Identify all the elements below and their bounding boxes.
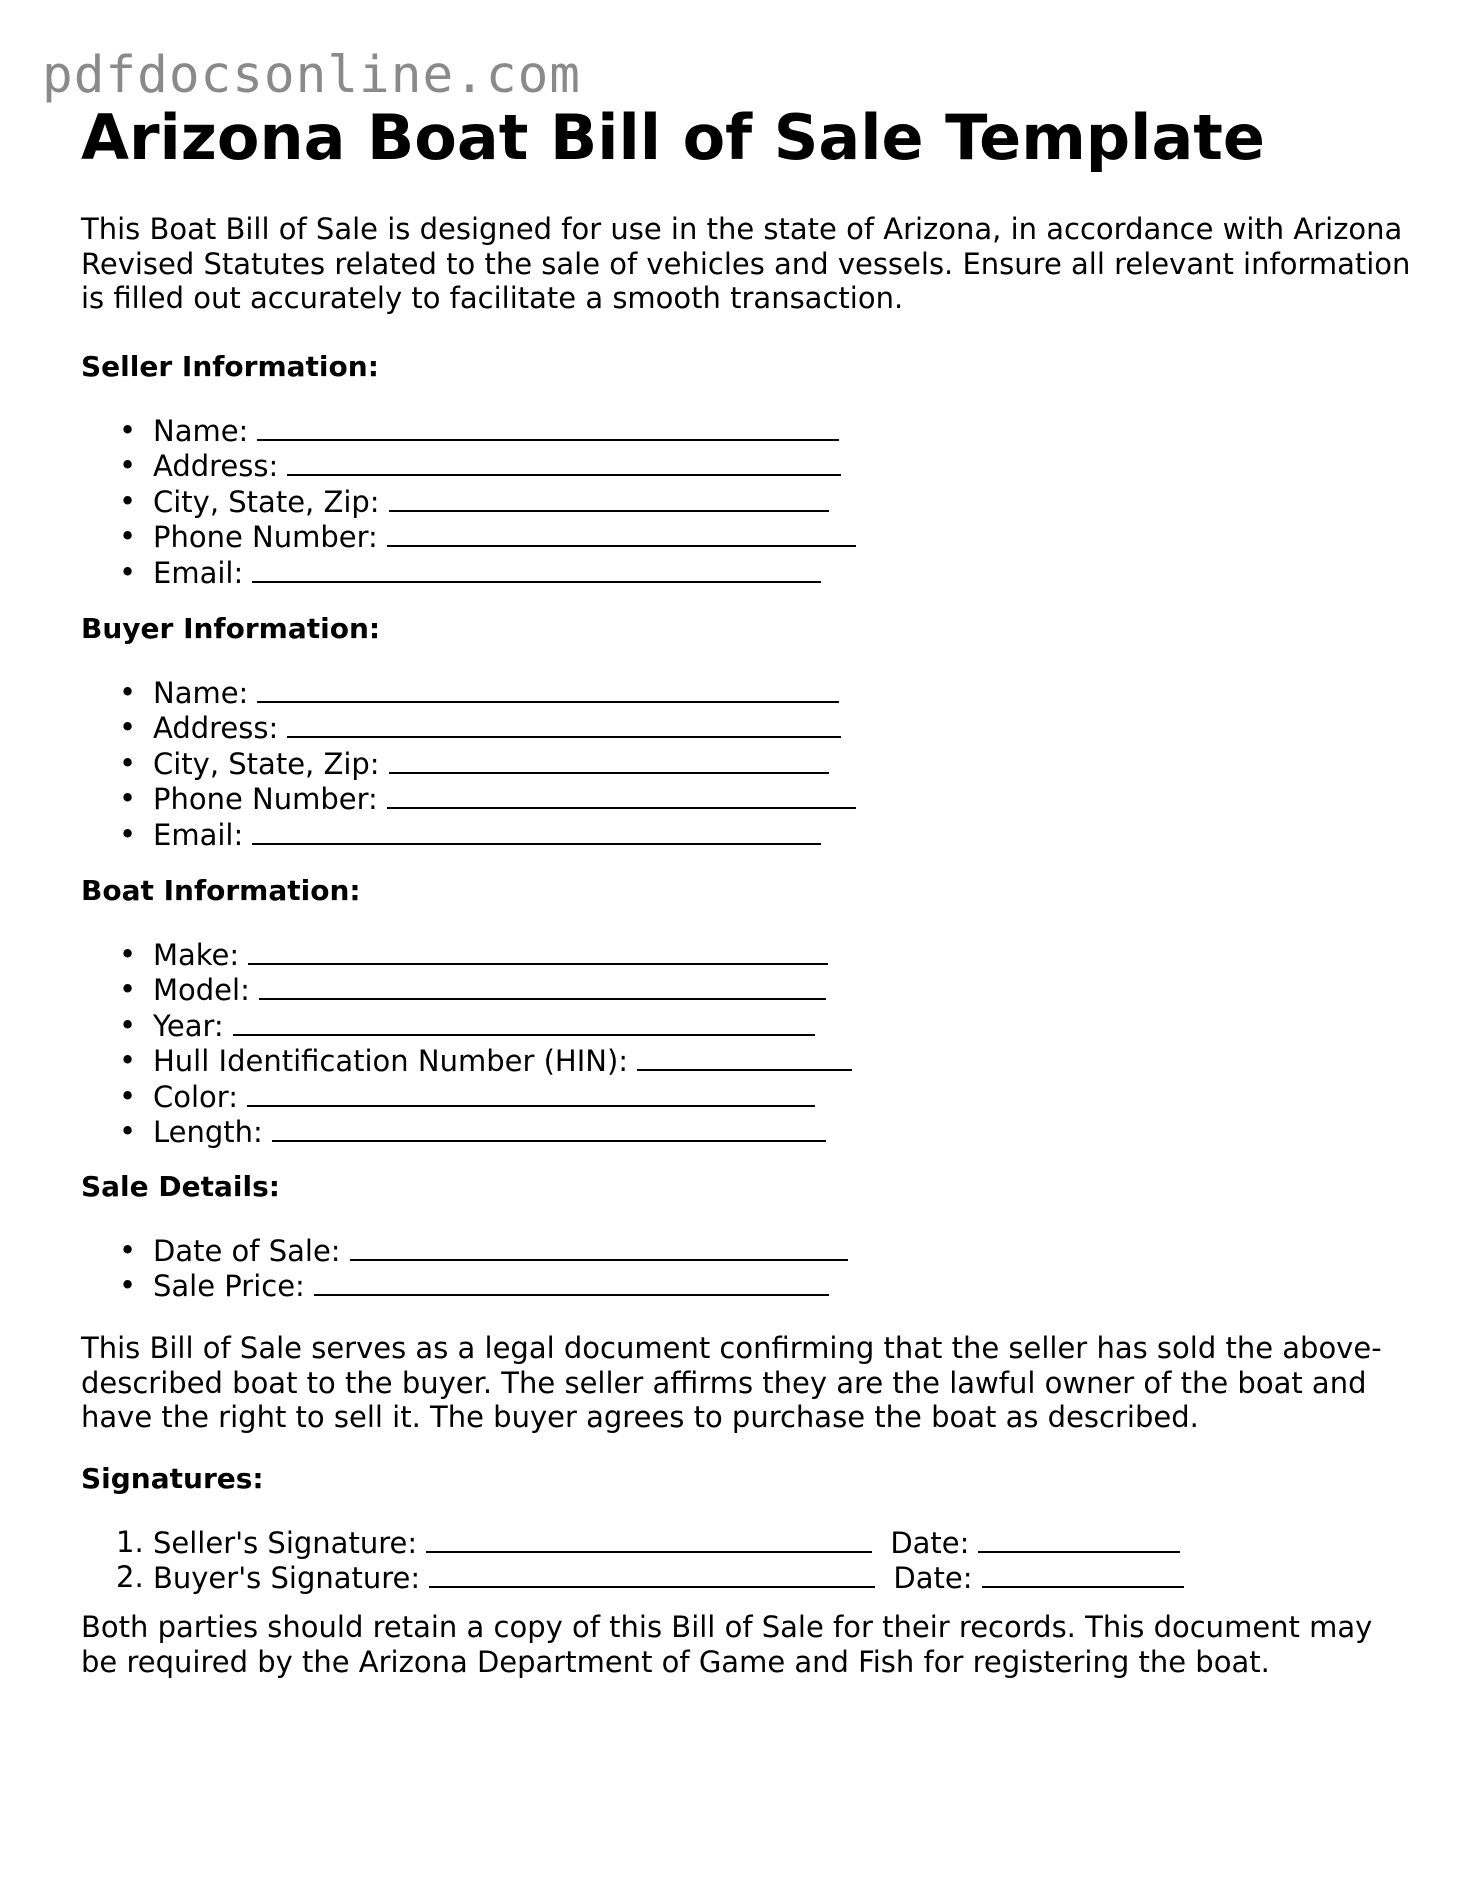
blank-line[interactable] [257, 413, 839, 441]
field-label: Email: [153, 555, 244, 590]
boat-hin-field[interactable] [81, 1043, 852, 1078]
boat-color-field[interactable] [81, 1079, 852, 1114]
signature-label: Buyer's Signature: [153, 1561, 421, 1596]
blank-line[interactable] [314, 1268, 829, 1296]
sale-fields [81, 1233, 848, 1304]
date-line[interactable] [978, 1525, 1180, 1553]
boat-heading: Boat Information: [81, 874, 361, 907]
document-title: Arizona Boat Bill of Sale Template [81, 101, 1265, 174]
buyer-city-state-zip-field[interactable] [81, 746, 856, 781]
field-label: Model: [153, 973, 250, 1008]
field-label: Phone Number: [153, 520, 378, 555]
field-label: Address: [153, 711, 279, 746]
field-label: Date of Sale: [153, 1234, 341, 1268]
blank-line[interactable] [247, 1079, 815, 1107]
intro-paragraph: This Boat Bill of Sale is designed for use in the state of Arizona, in accordance with Arizona Revised Statutes related to the sale of vehicles and vessels. Ensure all relevant information is filled out accurately to facilitate a smooth transaction. [81, 212, 1411, 315]
date-label: Date: [890, 1526, 970, 1560]
buyer-heading: Buyer Information: [81, 612, 381, 645]
blank-line[interactable] [259, 972, 826, 1000]
seller-address-field[interactable] [81, 448, 856, 483]
list-number: 1. [116, 1525, 144, 1559]
signatures-heading: Signatures: [81, 1462, 264, 1495]
blank-line[interactable] [387, 781, 856, 809]
seller-city-state-zip-field[interactable] [81, 484, 856, 519]
buyer-fields [81, 675, 856, 852]
statement-paragraph: This Bill of Sale serves as a legal document confirming that the seller has sold the above-described boat to the buyer. The seller affirms they are the lawful owner of the boat and have the right to sell it. The buyer agrees to purchase the boat as described. [81, 1331, 1382, 1434]
blank-line[interactable] [637, 1043, 852, 1071]
blank-line[interactable] [350, 1233, 848, 1261]
field-label: Length: [153, 1115, 263, 1150]
buyer-phone-field[interactable] [81, 781, 856, 816]
blank-line[interactable] [272, 1114, 826, 1142]
field-label: City, State, Zip: [153, 484, 380, 519]
field-label: Year: [153, 1008, 224, 1043]
seller-phone-field[interactable] [81, 519, 856, 554]
blank-line[interactable] [248, 937, 828, 965]
blank-line[interactable] [233, 1008, 815, 1036]
signature-label: Seller's Signature: [153, 1526, 418, 1560]
field-label: Phone Number: [153, 782, 378, 817]
signature-line[interactable] [429, 1560, 875, 1588]
field-label: Make: [153, 938, 240, 972]
seller-fields [81, 413, 856, 590]
buyer-email-field[interactable] [81, 817, 856, 852]
buyer-name-field[interactable] [81, 675, 856, 710]
closing-paragraph: Both parties should retain a copy of this Bill of Sale for their records. This document may be required by the Arizona Department of Game and Fish for registering the boat. [81, 1610, 1373, 1679]
blank-line[interactable] [389, 484, 829, 512]
seller-signature-row[interactable] [81, 1525, 1184, 1560]
field-label: Color: [153, 1079, 238, 1114]
field-label: Hull Identification Number (HIN): [153, 1044, 629, 1079]
field-label: Name: [153, 414, 249, 448]
buyer-signature-row[interactable] [81, 1560, 1184, 1595]
boat-length-field[interactable] [81, 1114, 852, 1149]
field-label: City, State, Zip: [153, 746, 380, 781]
sale-date-field[interactable] [81, 1233, 848, 1268]
blank-line[interactable] [287, 710, 841, 738]
boat-fields [81, 937, 852, 1149]
blank-line[interactable] [389, 746, 829, 774]
date-line[interactable] [982, 1560, 1184, 1588]
blank-line[interactable] [252, 817, 821, 845]
boat-model-field[interactable] [81, 972, 852, 1007]
buyer-address-field[interactable] [81, 710, 856, 745]
blank-line[interactable] [257, 675, 839, 703]
boat-make-field[interactable] [81, 937, 852, 972]
seller-email-field[interactable] [81, 555, 856, 590]
seller-name-field[interactable] [81, 413, 856, 448]
field-label: Name: [153, 676, 249, 710]
seller-heading: Seller Information: [81, 350, 379, 383]
signature-line[interactable] [426, 1525, 872, 1553]
sale-heading: Sale Details: [81, 1170, 280, 1203]
blank-line[interactable] [252, 555, 821, 583]
field-label: Address: [153, 449, 279, 484]
date-label: Date: [893, 1561, 973, 1596]
boat-year-field[interactable] [81, 1008, 852, 1043]
watermark-text: pdfdocsonline.com [42, 46, 581, 105]
sale-price-field[interactable] [81, 1268, 848, 1303]
field-label: Sale Price: [153, 1269, 305, 1304]
blank-line[interactable] [387, 519, 856, 547]
list-number: 2. [116, 1560, 144, 1595]
field-label: Email: [153, 817, 244, 852]
blank-line[interactable] [287, 448, 841, 476]
signature-list [81, 1525, 1184, 1596]
